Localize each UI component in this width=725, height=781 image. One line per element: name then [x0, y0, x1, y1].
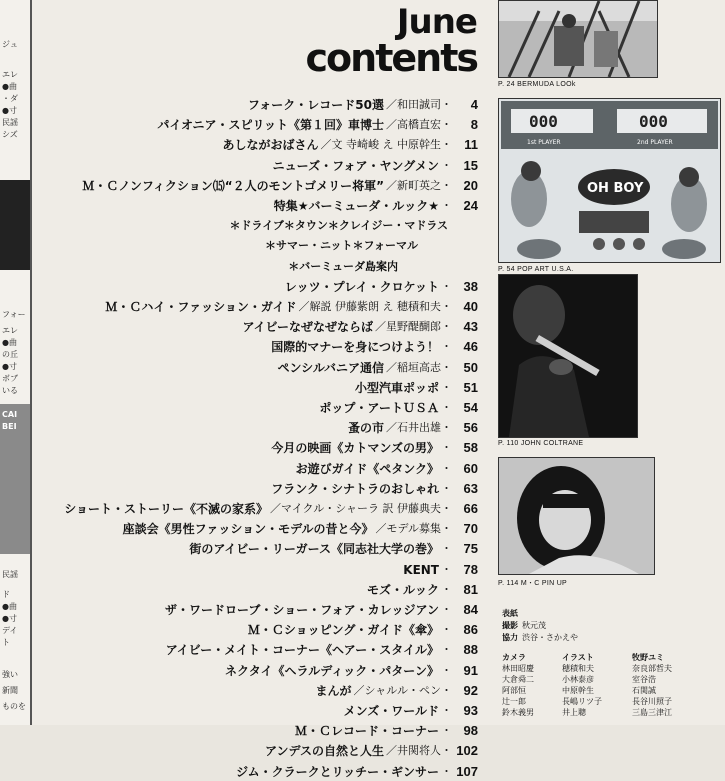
toc-entry-title: お遊びガイド《ペタンク》: [295, 461, 439, 476]
toc-page-number: 91: [463, 662, 478, 678]
toc-entry-author: ／マイクル・シャーラ 訳 伊藤典夫・: [269, 502, 452, 515]
toc-entry-author: ／新町英之・: [386, 178, 452, 192]
toc-page-number: 46: [463, 339, 478, 355]
toc-entry-title: Ｍ・Ｃハイ・ファッション・ガイド: [105, 300, 297, 314]
strip-text: 民謡: [2, 570, 18, 579]
toc-entry-author: ・: [441, 461, 452, 475]
toc-entry-author: ・: [441, 441, 452, 455]
strip-text: ド: [2, 590, 10, 599]
score-2: 000: [639, 112, 668, 131]
toc-entry-author: ・: [441, 158, 452, 172]
mc-pin-up-photo: [498, 457, 655, 575]
staff-name: 長谷川照子: [632, 697, 672, 706]
toc-entry: [225, 662, 478, 680]
toc-page-number: 20: [463, 177, 478, 193]
strip-text: 民謡: [2, 118, 18, 127]
photo-caption: P. 114 M・C PIN UP: [498, 580, 568, 587]
staff-name: 井上聰: [562, 708, 586, 717]
toc-entry: [265, 742, 478, 760]
toc-entry: [82, 177, 478, 195]
toc-entry: [367, 581, 478, 599]
toc-entry: [355, 379, 478, 397]
toc-page-number: 11: [464, 137, 478, 153]
staff-name: 林田昭慶: [502, 664, 534, 673]
toc-entry: [157, 116, 478, 134]
strip-text: シズ: [2, 130, 18, 139]
toc-entry: [271, 480, 478, 498]
toc-page-number: 63: [463, 480, 478, 496]
strip-text: ・ダ: [2, 94, 18, 103]
photo-caption: P. 110 JOHN COLTRANE: [498, 440, 584, 447]
toc-entry-author: ／井関将人・: [386, 744, 452, 758]
toc-page-number: 56: [463, 420, 478, 436]
toc-entry-author: ・: [441, 623, 452, 637]
toc-entry-title: 国際的マナーを身につけよう！: [271, 340, 439, 355]
staff-name: 牧野ユミ: [632, 653, 664, 662]
toc-entry-author: ／シャルル・ペン・: [353, 683, 452, 697]
toc-page-number: 84: [463, 602, 478, 617]
staff-name: 石関誠: [632, 686, 656, 695]
toc-entry: [105, 298, 478, 316]
staff-heading: イラスト: [562, 653, 594, 662]
toc-entry-author: ・: [441, 340, 452, 354]
pop-art-pinball-photo: [498, 98, 721, 263]
toc-entry: [236, 763, 478, 781]
toc-page-number: 43: [463, 319, 478, 335]
toc-page-number: 88: [463, 642, 478, 658]
toc-page-number: 8: [470, 117, 478, 133]
toc-sub-entry: ＊ドライブ＊タウン＊クレイジー・マドラス: [229, 219, 448, 233]
strip-text: いる: [2, 386, 18, 395]
toc-entry-author: ／星野醍醐郎・: [375, 320, 452, 334]
toc-entry-title: ペンシルバニア通信: [277, 360, 384, 375]
strip-text: 強い: [2, 670, 18, 679]
toc-entry-title: アンデスの自然と人生: [264, 744, 384, 759]
toc-page-number: 70: [463, 521, 478, 537]
toc-entry-author: ・: [441, 279, 452, 293]
staff-name: 中原幹生: [562, 686, 594, 695]
strip-text: ●曲: [2, 602, 17, 611]
strip-text: エレ: [2, 326, 18, 335]
toc-entry-title: 蚤の市: [347, 421, 384, 436]
strip-text: ●曲: [2, 338, 17, 347]
toc-sub-entry: ＊バーミューダ島案内: [288, 259, 398, 273]
toc-entry-title: 座談会《男性ファッション・モデルの昔と今》: [122, 522, 374, 537]
staff-name: 三島三津江: [632, 708, 672, 717]
toc-page-number: 102: [456, 743, 478, 759]
toc-entry-author: ・: [441, 401, 452, 414]
toc-entry-title: ポップ・アートＵＳＡ: [319, 401, 439, 415]
toc-entry: [273, 157, 478, 175]
toc-entry-title: メンズ・ワールド: [343, 704, 439, 718]
photo-caption: P. 54 POP ART U.S.A.: [498, 266, 574, 273]
toc-page-number: 58: [463, 440, 478, 456]
toc-entry-title: Ｍ・Ｃノンフィクション⒂“２人のモントゴメリー将軍”: [82, 178, 384, 193]
toc-entry-author: ・: [441, 562, 452, 576]
credit-role: 協力: [502, 633, 518, 642]
toc-entry-title: Ｍ・Ｃショッピング・ガイド《傘》: [247, 623, 439, 638]
staff-name: 小林泰彦: [562, 675, 594, 684]
page-title: contents: [305, 36, 477, 80]
toc-entry: [315, 682, 478, 700]
toc-entry-author: ・: [441, 663, 452, 677]
strip-text: BEI: [2, 422, 17, 431]
bermuda-look-photo: [498, 0, 658, 78]
toc-entry-author: ／稲垣高志・: [386, 360, 452, 374]
strip-text: ●寸: [2, 362, 17, 371]
credits-block: [502, 608, 722, 644]
toc-entry: [348, 419, 478, 437]
toc-entry-title: あしながおばさん: [222, 138, 319, 153]
toc-entry: [165, 601, 478, 619]
toc-entry-title: モズ・ルック: [366, 582, 439, 597]
toc-entry-author: ・: [441, 643, 452, 657]
toc-page-number: 51: [463, 379, 478, 395]
toc-entry: [296, 460, 478, 478]
dark-block: [0, 180, 30, 270]
toc-entry-author: ・: [441, 764, 452, 778]
toc-entry: [243, 318, 478, 336]
toc-entry-author: ／石井出雄・: [386, 421, 452, 435]
toc-page-number: 86: [463, 622, 478, 638]
credit-name: 渋谷・さかえや: [522, 633, 578, 642]
toc-entry-author: ・: [441, 582, 452, 596]
toc-entry-title: ネクタイ《ヘラルディック・パターン》: [225, 663, 439, 678]
toc-page-number: 54: [463, 400, 478, 415]
toc-entry: [271, 439, 478, 457]
staff-name: 阿部恒: [502, 686, 526, 695]
toc-entry-title: 小型汽車ポッポ: [354, 380, 439, 395]
toc-page-number: 38: [463, 278, 478, 294]
staff-name: 穂積和夫: [562, 664, 594, 673]
strip-text: ト: [2, 638, 10, 647]
toc-entry-title: 今月の映画《カトマンズの男》: [271, 441, 439, 456]
toc-entry-author: ・: [441, 380, 452, 394]
issue-month: June: [396, 2, 477, 42]
toc-entry-title: レッツ・プレイ・クロケット: [284, 279, 439, 294]
toc-entry: [64, 500, 478, 518]
toc-entry-author: ・: [441, 481, 452, 495]
machine-name: OH BOY: [587, 181, 644, 196]
toc-entry-title: フォーク・レコード50選: [247, 98, 384, 112]
toc-entry-title: Ｍ・Ｃレコード・コーナー: [294, 724, 439, 739]
staff-grid: [502, 652, 722, 718]
toc-entry-title: KENT: [403, 562, 439, 577]
toc-entry-author: ／解説 伊藤紫朗 え 穂積和夫・: [298, 300, 452, 313]
toc-page-number: 66: [463, 501, 478, 516]
toc-page-number: 93: [463, 703, 478, 718]
toc-entry: [166, 641, 478, 659]
toc-entry: [344, 702, 478, 720]
strip-text: ボブ: [2, 374, 18, 383]
toc-entry-title: ショート・ストーリー《不滅の家系》: [64, 502, 268, 516]
player-1-label: 1st PLAYER: [527, 139, 561, 146]
toc-entry-title: アイビー・メイト・コーナー《ヘアー・スタイル》: [165, 643, 439, 658]
toc-entry-title: 特集★バーミューダ・ルック★: [273, 199, 439, 213]
strip-text: エレ: [2, 70, 18, 79]
credit-role: 撮影: [502, 621, 518, 630]
staff-name: 室谷浩: [632, 675, 656, 684]
toc-entry-title: アイビーなぜなぜならば: [242, 320, 373, 335]
staff-name: 長嶋リツ子: [562, 697, 602, 706]
toc-page-number: 60: [463, 460, 478, 476]
toc-entry: [285, 278, 478, 296]
toc-entry-title: フランク・シナトラのおしゃれ: [271, 481, 439, 496]
adjacent-page-strip: [0, 0, 32, 725]
toc-page-number: 40: [463, 299, 478, 314]
toc-entry: [271, 338, 478, 356]
toc-entry: [274, 197, 478, 215]
strip-text: ●曲: [2, 82, 17, 91]
score-1: 000: [529, 112, 558, 131]
strip-text: フォー: [2, 310, 26, 319]
toc-entry-author: ・: [441, 542, 452, 556]
toc-page-number: 98: [463, 723, 478, 739]
toc-page-number: 92: [463, 682, 478, 698]
strip-text: デイ: [2, 626, 18, 635]
toc-page-number: 81: [463, 581, 478, 597]
toc-entry-title: 街のアイビー・リーガース《同志社大学の巻》: [189, 542, 439, 557]
toc-entry-author: ・: [441, 603, 452, 616]
toc-entry-author: ／和田誠司・: [386, 98, 452, 111]
toc-page-number: 24: [463, 198, 478, 213]
strip-text: ものを: [2, 702, 26, 711]
credit-role: 表紙: [502, 609, 518, 618]
toc-entry-title: パイオニア・スピリット《第１回》車博士: [157, 118, 384, 133]
john-coltrane-photo: [498, 274, 638, 438]
photo-caption: P. 24 BERMUDA LOOk: [498, 81, 576, 88]
toc-entry: [123, 520, 478, 538]
staff-name: 鈴木義男: [502, 708, 534, 717]
toc-entry: [189, 540, 478, 558]
toc-entry: [248, 96, 478, 114]
toc-page-number: 107: [456, 763, 478, 779]
credit-name: 秋元茂: [522, 621, 546, 630]
staff-name: 辻一郎: [502, 697, 526, 706]
toc-page-number: 78: [463, 561, 478, 577]
toc-page-number: 50: [463, 359, 478, 375]
toc-entry: [403, 561, 478, 579]
toc-entry: [222, 136, 478, 154]
toc-entry-title: まんが: [315, 683, 352, 698]
staff-name: 奈良部哲夫: [632, 664, 672, 673]
strip-text: の丘: [2, 350, 18, 359]
toc-entry-title: ザ・ワードローブ・ショー・フォア・カレッジアン: [165, 603, 439, 617]
toc-entry-title: ジム・クラークとリッチー・ギンサー: [236, 764, 439, 779]
toc-page-number: 15: [463, 157, 478, 173]
toc-entry-title: ニューズ・フォア・ヤングメン: [272, 158, 439, 173]
toc-entry-author: ／文 寺崎峻 え 中原幹生・: [320, 138, 452, 152]
toc-entry-author: ／高橋直宏・: [386, 118, 452, 132]
strip-text: CAI: [2, 410, 18, 419]
staff-heading: カメラ: [502, 653, 526, 662]
toc-entry: [277, 359, 478, 377]
toc-entry-author: ・: [441, 199, 452, 212]
toc-entry-author: ・: [441, 704, 452, 717]
toc-entry: [319, 399, 478, 417]
toc-page-number: 75: [463, 541, 478, 557]
toc-entry: [248, 621, 478, 639]
strip-text: ●寸: [2, 614, 17, 623]
toc-entry-author: ・: [441, 724, 452, 738]
strip-text: 新聞: [2, 686, 18, 695]
strip-text: ジュ: [2, 40, 18, 49]
player-2-label: 2nd PLAYER: [637, 139, 673, 146]
strip-text: ●寸: [2, 106, 17, 115]
toc-sub-entry: ＊サマー・ニット＊フォーマル: [264, 239, 418, 253]
staff-name: 大倉舜二: [502, 675, 534, 684]
toc-entry-author: ／モデル募集・: [375, 522, 452, 536]
toc-page-number: 4: [470, 97, 478, 112]
